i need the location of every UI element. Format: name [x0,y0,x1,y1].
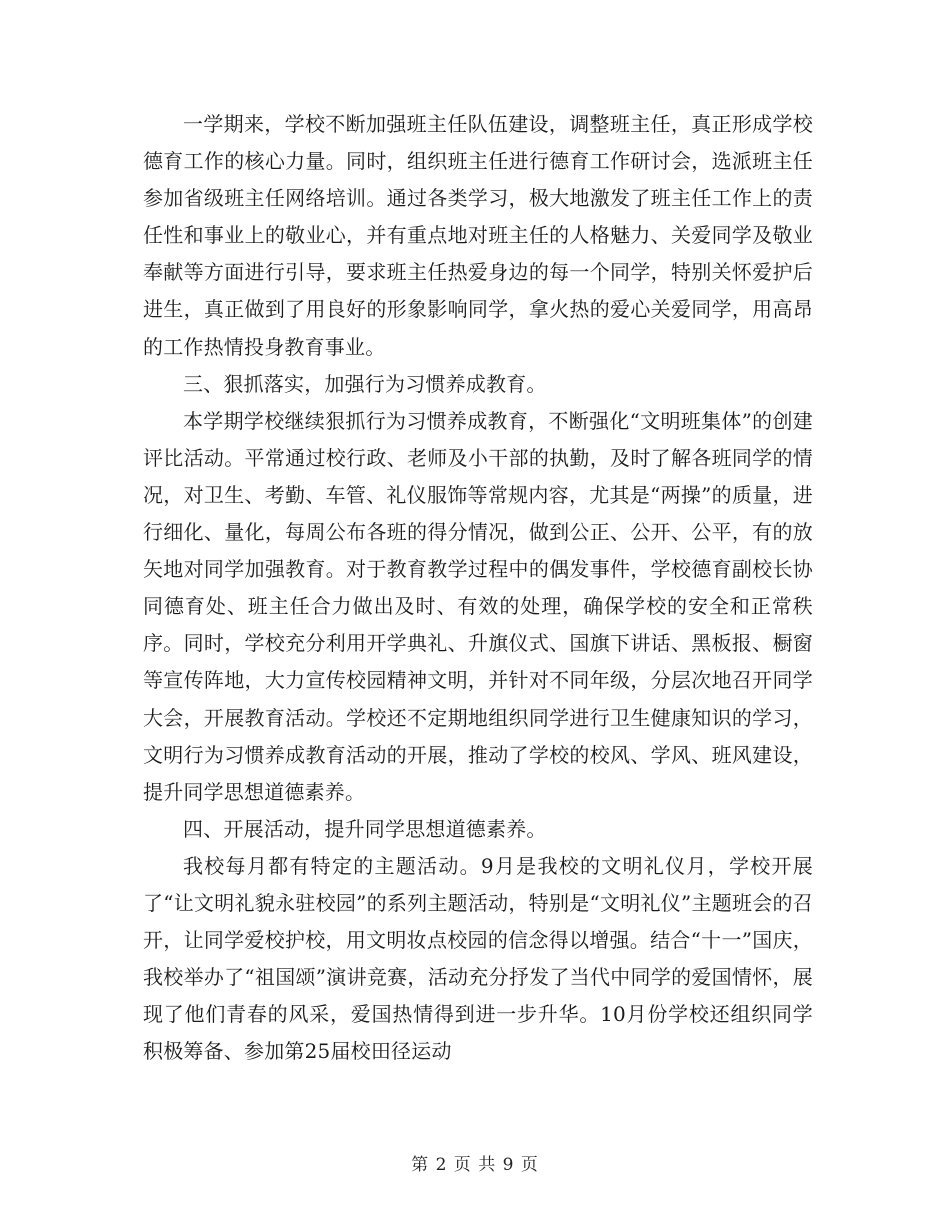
section-heading-three: 三、狠抓落实，加强行为习惯养成教育。 [183,371,547,396]
page-number-footer: 第 2 页 共 9 页 [411,1155,539,1175]
paragraph-monthly-activities: 我校每月都有特定的主题活动。9月是我校的文明礼仪月，学校开展了“让文明礼貌永驻校园”的系列主题活动，特别是“文明礼仪”主题班会的召开，让同学爱校护校，用文明妆点校园的信念得以增强。结合“十一”国庆，我校举办了“祖国颂”演讲竞赛，活动充分抒发了当代中同学的爱国情怀，展现了他们青春的风采，爱国热情得到进一步升华。10月份学校还组织同学积极筹备、参加第25届校田径运动 [143,853,813,1064]
section-heading-four: 四、开展活动，提升同学思想道德素养。 [183,816,547,841]
paragraph-class-teacher-team: 一学期来，学校不断加强班主任队伍建设，调整班主任，真正形成学校德育工作的核心力量。同时，组织班主任进行德育工作研讨会，选派班主任参加省级班主任网络培训。通过各类学习，极大地激发了班主任工作上的责任性和事业上的敬业心，并有重点地对班主任的人格魅力、关爱同学及敬业奉献等方面进行引导，要求班主任热爱身边的每一个同学，特别关怀爱护后进生，真正做到了用良好的形象影响同学，拿火热的爱心关爱同学，用高昂的工作热情投身教育事业。 [143,112,813,359]
document-body [143,106,813,1070]
paragraph-habit-education: 本学期学校继续狠抓行为习惯养成教育，不断强化“文明班集体”的创建评比活动。平常通过校行政、老师及小干部的执勤，及时了解各班同学的情况，对卫生、考勤、车管、礼仪服饰等常规内容，尤其是“两操”的质量，进行细化、量化，每周公布各班的得分情况，做到公正、公开、公平，有的放矢地对同学加强教育。对于教育教学过程中的偶发事件，学校德育副校长协同德育处、班主任合力做出及时、有效的处理，确保学校的安全和正常秩序。同时，学校充分利用开学典礼、升旗仪式、国旗下讲话、黑板报、橱窗等宣传阵地，大力宣传校园精神文明，并针对不同年级，分层次地召开同学大会，开展教育活动。学校还不定期地组织同学进行卫生健康知识的学习，文明行为习惯养成教育活动的开展，推动了学校的校风、学风、班风建设，提升同学思想道德素养。 [143,408,813,804]
